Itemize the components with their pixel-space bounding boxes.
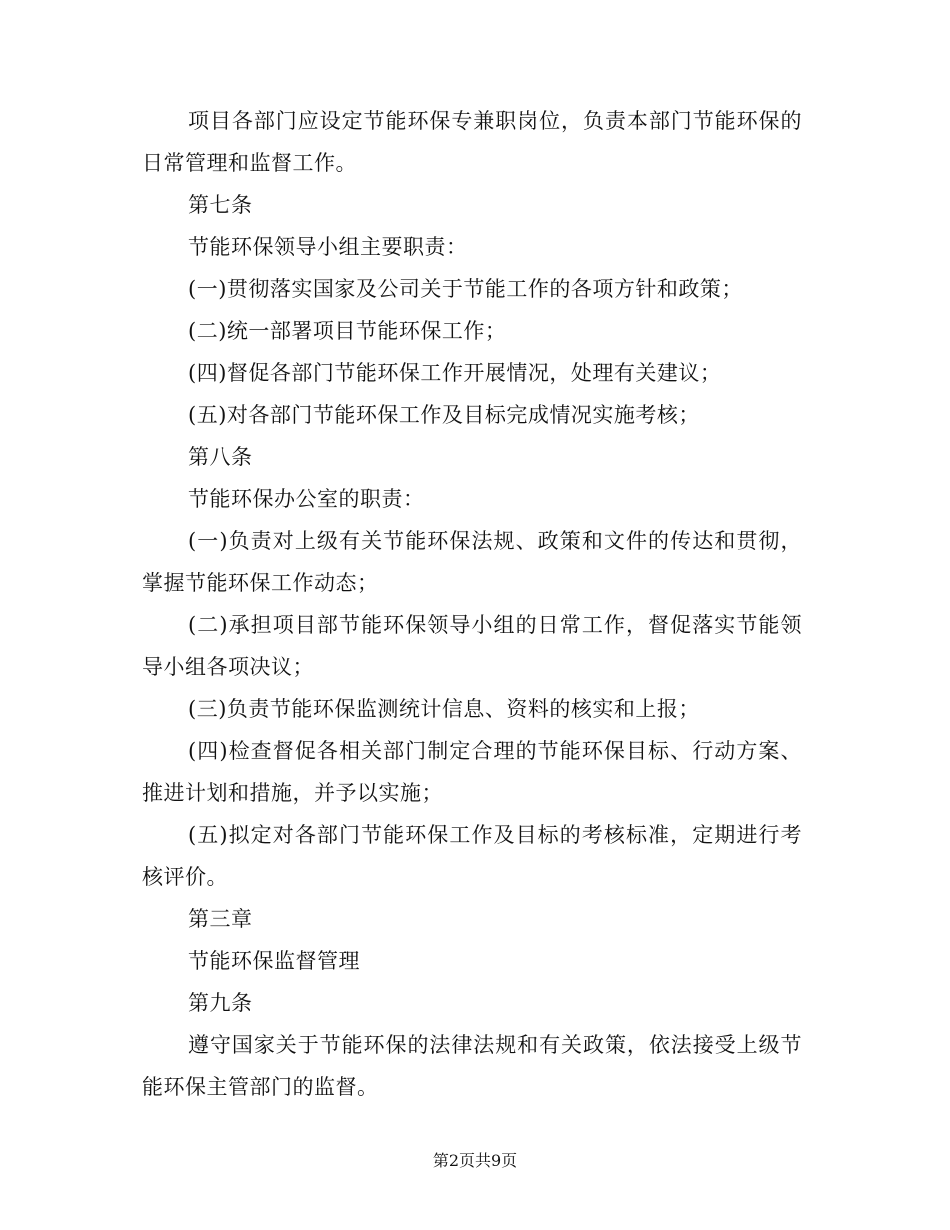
list-item: (四)督促各部门节能环保工作开展情况，处理有关建议； xyxy=(188,361,722,385)
list-item: (二)承担项目部节能环保领导小组的日常工作，督促落实节能领导小组各项决议； xyxy=(142,613,802,679)
paragraph: 节能环保领导小组主要职责： xyxy=(188,235,468,259)
paragraph: 遵守国家关于节能环保的法律法规和有关政策，依法接受上级节能环保主管部门的监督。 xyxy=(142,1033,802,1099)
document-body xyxy=(142,100,802,1108)
chapter-title: 节能环保监督管理 xyxy=(188,949,360,973)
article-heading: 第九条 xyxy=(188,991,253,1015)
list-item: (三)负责节能环保监测统计信息、资料的核实和上报； xyxy=(188,697,700,721)
article-heading: 第七条 xyxy=(188,193,253,217)
list-item: (五)拟定对各部门节能环保工作及目标的考核标准，定期进行考核评价。 xyxy=(142,823,802,889)
paragraph: 项目各部门应设定节能环保专兼职岗位，负责本部门节能环保的日常管理和监督工作。 xyxy=(142,109,802,175)
article-heading: 第八条 xyxy=(188,445,253,469)
page-number: 第2页共9页 xyxy=(432,1151,518,1170)
list-item: (五)对各部门节能环保工作及目标完成情况实施考核； xyxy=(188,403,700,427)
paragraph: 节能环保办公室的职责： xyxy=(188,487,425,511)
list-item: (四)检查督促各相关部门制定合理的节能环保目标、行动方案、推进计划和措施，并予以实施； xyxy=(142,739,802,805)
chapter-heading: 第三章 xyxy=(188,907,253,931)
list-item: (一)负责对上级有关节能环保法规、政策和文件的传达和贯彻，掌握节能环保工作动态； xyxy=(142,529,802,595)
list-item: (一)贯彻落实国家及公司关于节能工作的各项方针和政策； xyxy=(188,277,743,301)
list-item: (二)统一部署项目节能环保工作； xyxy=(188,319,507,343)
